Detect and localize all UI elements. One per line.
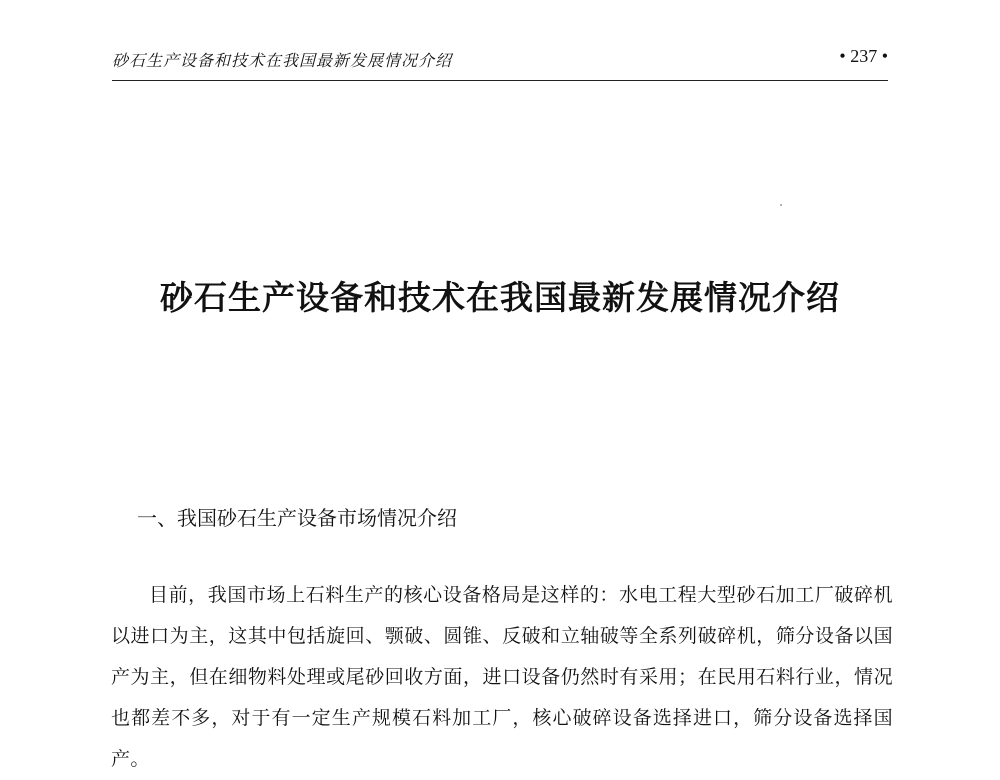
body-paragraph: 目前，我国市场上石料生产的核心设备格局是这样的：水电工程大型砂石加工厂破碎机以进口为主，这其中包括旋回、颚破、圆锥、反破和立轴破等全系列破碎机，筛分设备以国产为主，但在细物料处理或尾砂回收方面，进口设备仍然时有采用；在民用石料行业，情况也都差不多，对于有一定生产规模石料加工厂，核心破碎设备选择进口，筛分设备选择国产。 [111,584,893,770]
header-rule [112,80,888,81]
scan-speck [780,204,782,206]
running-header [112,46,888,74]
running-title: 砂石生产设备和技术在我国最新发展情况介绍 [112,51,453,70]
page-number: • 237 • [839,46,888,66]
section-heading: 一、我国砂石生产设备市场情况介绍 [137,506,457,530]
article-title: 砂石生产设备和技术在我国最新发展情况介绍 [160,278,840,318]
